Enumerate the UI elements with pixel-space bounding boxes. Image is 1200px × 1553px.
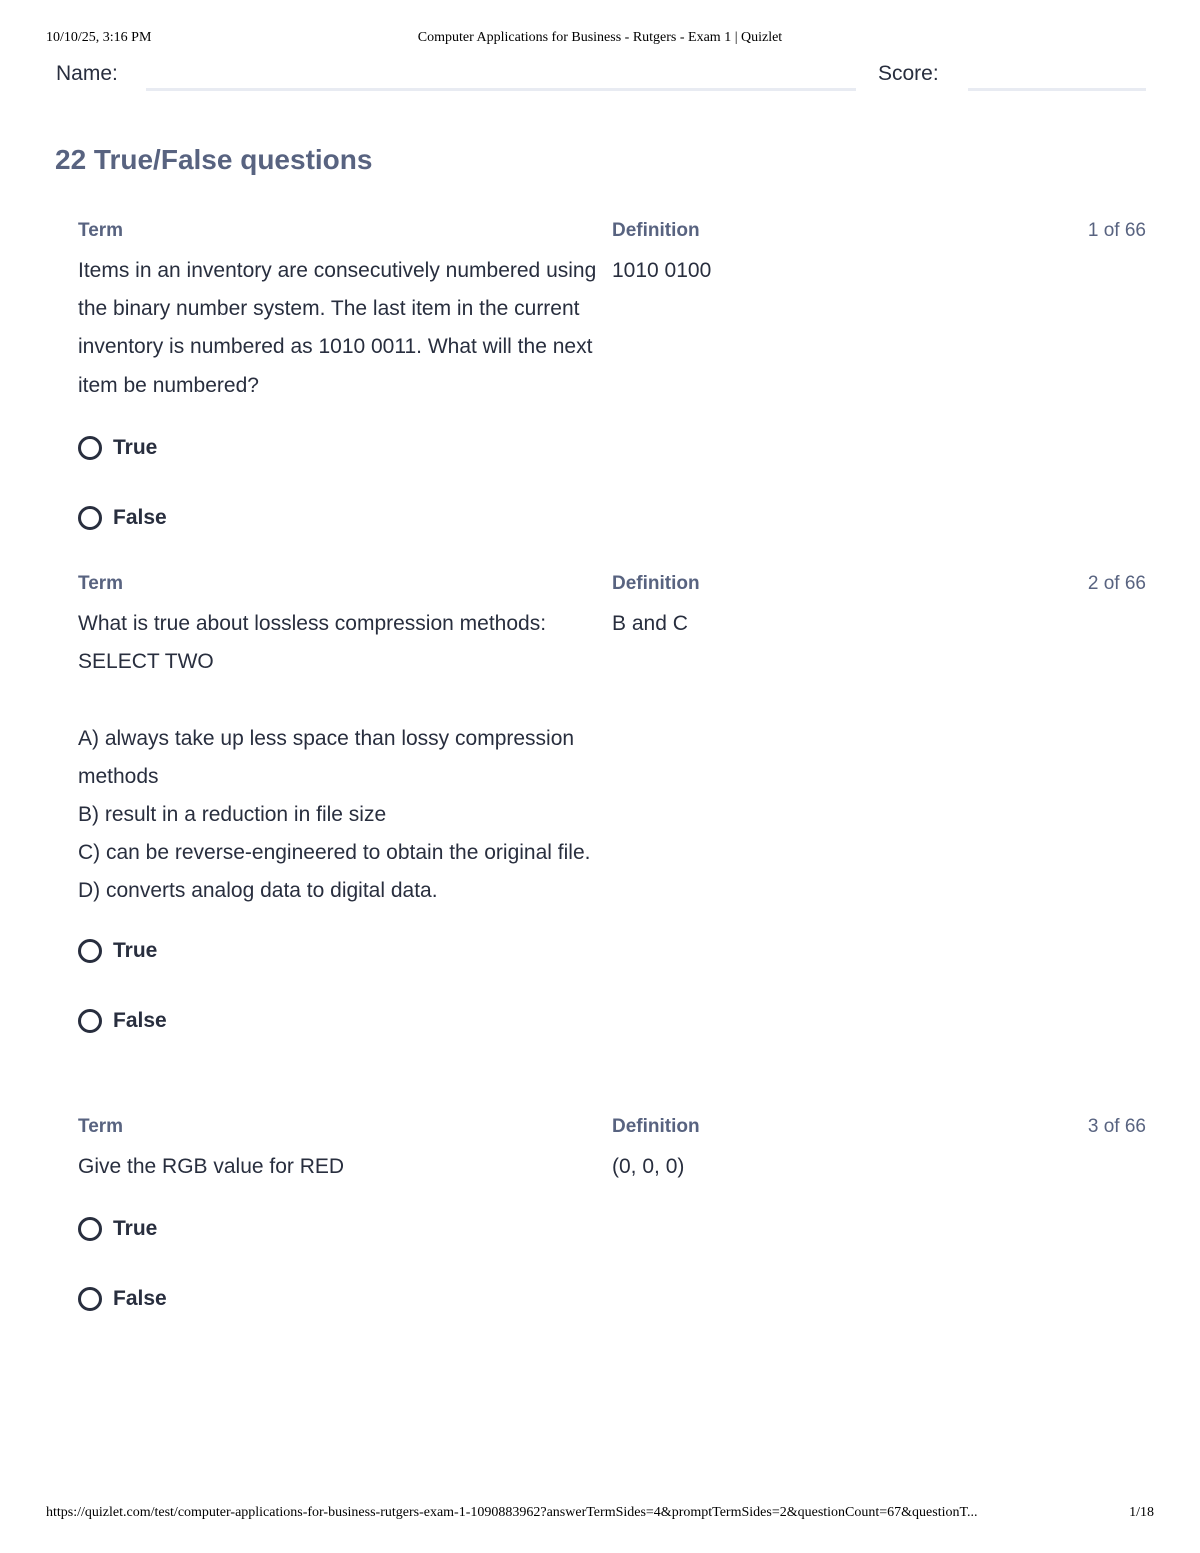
true-option-label: True: [113, 938, 158, 962]
score-field[interactable]: [968, 88, 1146, 91]
question-body: [78, 605, 1146, 911]
radio-icon[interactable]: [78, 939, 102, 963]
false-option-label: False: [113, 1008, 167, 1032]
print-date: 10/10/25, 3:16 PM: [46, 30, 152, 45]
true-option[interactable]: [78, 1214, 1146, 1244]
name-field[interactable]: [146, 88, 856, 91]
radio-icon[interactable]: [78, 1009, 102, 1033]
section-title: 22 True/False questions: [55, 144, 373, 175]
question-body: [78, 1148, 1146, 1186]
false-option-label: False: [113, 505, 167, 529]
false-option[interactable]: [78, 1006, 1146, 1036]
name-score-row: [56, 60, 1146, 96]
question-header: [78, 220, 1146, 248]
question-count: 3 of 66: [1087, 1116, 1146, 1137]
false-option[interactable]: [78, 503, 1146, 533]
radio-icon[interactable]: [78, 1217, 102, 1241]
false-option[interactable]: [78, 1284, 1146, 1314]
question-card: [78, 220, 1146, 533]
definition-text: (0, 0, 0): [612, 1155, 685, 1178]
true-option-label: True: [113, 1217, 158, 1241]
question-count: 2 of 66: [1087, 573, 1146, 594]
print-url: https://quizlet.com/test/computer-applications-for-business-rutgers-exam-1-1090883962?answerTermSides=4&promptTermSides=2&questionCount=67&questionT...: [46, 1505, 978, 1520]
term-text: Items in an inventory are consecutively numbered using the binary number system. The last item in the current inventory is numbered as 1010 0011. What will the next item be numbered?: [78, 259, 603, 397]
term-label: Term: [78, 220, 124, 241]
true-option[interactable]: [78, 433, 1146, 463]
question-count: 1 of 66: [1087, 220, 1146, 241]
print-title: Computer Applications for Business - Rutgers - Exam 1 | Quizlet: [417, 30, 783, 45]
question-card: [78, 573, 1146, 1036]
definition-label: Definition: [612, 220, 700, 241]
term-text: What is true about lossless compression methods: SELECT TWO A) always take up less space than lossy compression methods B) result in a reduction in file size C) can be reverse-engineered to obtain the original file. D) converts analog data to digital data.: [78, 612, 591, 903]
question-body: [78, 252, 1146, 405]
term-text: Give the RGB value for RED: [78, 1155, 345, 1178]
term-label: Term: [78, 573, 124, 594]
definition-text: 1010 0100: [612, 259, 712, 282]
print-header: [46, 30, 1154, 48]
print-footer: [46, 1505, 1154, 1523]
definition-label: Definition: [612, 1116, 700, 1137]
true-option[interactable]: [78, 936, 1146, 966]
definition-text: B and C: [612, 612, 688, 635]
question-header: [78, 1116, 1146, 1144]
radio-icon[interactable]: [78, 1287, 102, 1311]
question-header: [78, 573, 1146, 601]
true-option-label: True: [113, 435, 158, 459]
term-label: Term: [78, 1116, 124, 1137]
radio-icon[interactable]: [78, 436, 102, 460]
radio-icon[interactable]: [78, 506, 102, 530]
question-card: [78, 1116, 1146, 1314]
score-label: Score:: [878, 62, 939, 85]
definition-label: Definition: [612, 573, 700, 594]
false-option-label: False: [113, 1287, 167, 1311]
name-label: Name:: [56, 62, 118, 85]
page-number: 1/18: [1129, 1505, 1154, 1520]
